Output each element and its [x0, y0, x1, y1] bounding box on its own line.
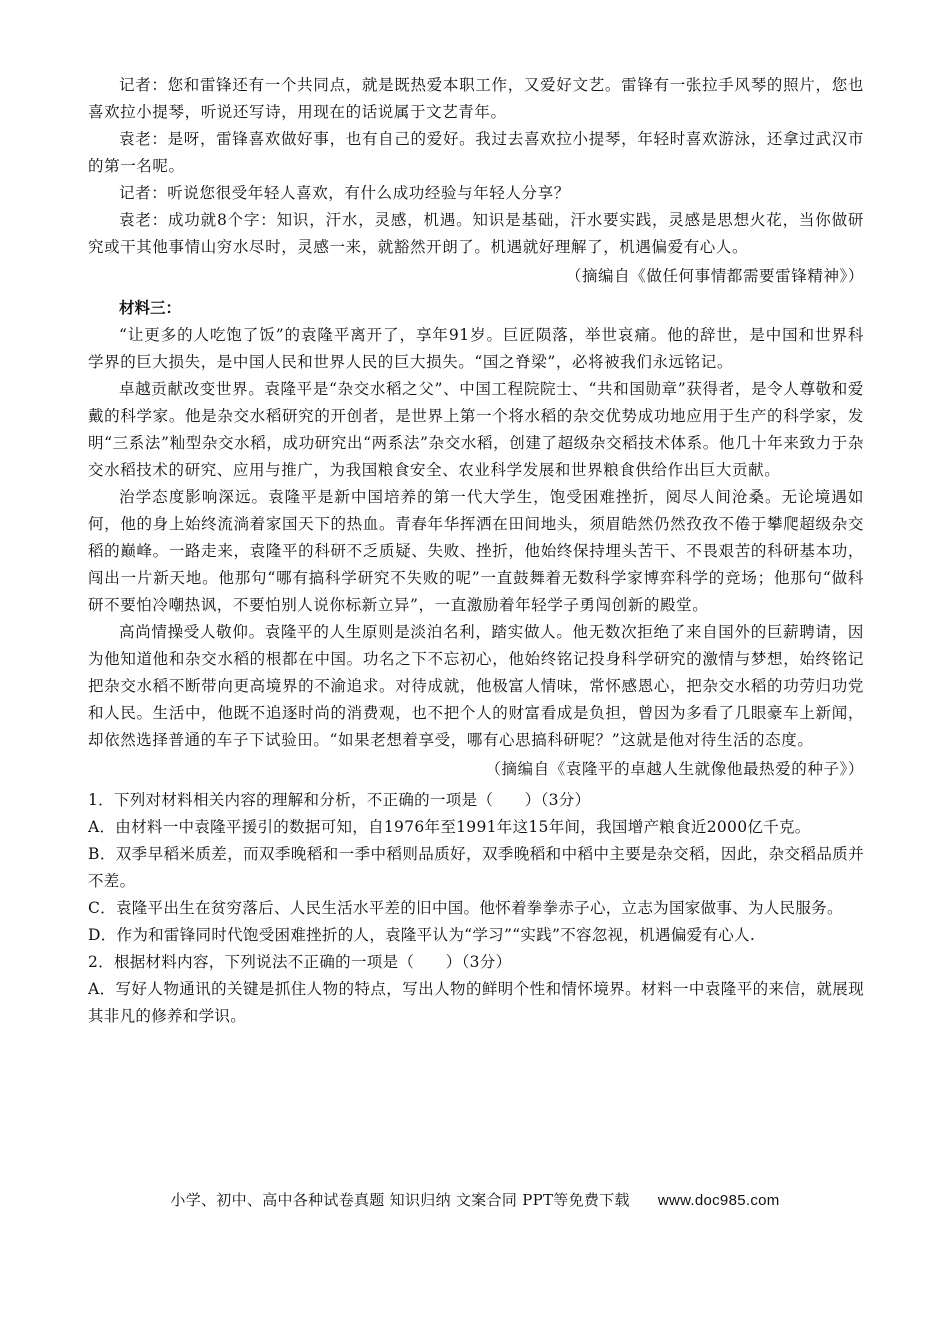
interview-paragraph: 袁老：成功就8个字：知识，汗水，灵感，机遇。知识是基础，汗水要实践，灵感是思想火花，当你做研究或干其他事情山穷水尽时，灵感一来，就豁然开朗了。机遇就好理解了，机遇偏爱有心人。: [88, 211, 864, 256]
source-citation: （摘编自《做任何事情都需要雷锋精神》）: [565, 267, 864, 285]
question-1-stem: 1．下列对材料相关内容的理解和分析，不正确的一项是（ ）（3分）: [88, 791, 591, 809]
material-paragraph: “让更多的人吃饱了饭”的袁隆平离开了，享年91岁。巨匠陨落，举世哀痛。他的辞世，是中国和世界科学界的巨大损失，是中国人民和世界人民的巨大损失。“国之脊梁”，必将被我们永远铭记。: [88, 326, 864, 371]
material-paragraph: 卓越贡献改变世界。袁隆平是“杂交水稻之父”、中国工程院院士、“共和国勋章”获得者，是令人尊敬和爱戴的科学家。他是杂交水稻研究的开创者，是世界上第一个将水稻的杂交优势成功地应用于生产的科学家，发明“三系法”籼型杂交水稻，成功研究出“两系法”杂交水稻，创建了超级杂交稻技术体系。他几十年来致力于杂交水稻技术的研究、应用与推广，为我国粮食安全、农业科学发展和世界粮食供给作出巨大贡献。: [88, 380, 864, 479]
question-2-option-a: A．写好人物通讯的关键是抓住人物的特点，写出人物的鲜明个性和情怀境界。材料一中袁隆平的来信，就展现其非凡的修养和学识。: [88, 980, 864, 1025]
document-page: [88, 72, 864, 1030]
material-three-heading: 材料三：: [119, 299, 182, 317]
material-paragraph: 治学态度影响深远。袁隆平是新中国培养的第一代大学生，饱受困难挫折，阅尽人间沧桑。无论境遇如何，他的身上始终流淌着家国天下的热血。青春年华挥洒在田间地头，须眉皓然仍然孜孜不倦于攀爬超级杂交稻的巅峰。一路走来，袁隆平的科研不乏质疑、失败、挫折，他始终保持埋头苦干、不畏艰苦的科研基本功，闯出一片新天地。他那句“哪有搞科学研究不失败的呢”一直鼓舞着无数科学家博弈科学的竞场；他那句“做科研不要怕冷嘲热讽，不要怕别人说你标新立异”，一直激励着年轻学子勇闯创新的殿堂。: [88, 488, 864, 614]
interview-paragraph: 袁老：是呀，雷锋喜欢做好事，也有自己的爱好。我过去喜欢拉小提琴，年轻时喜欢游泳，还拿过武汉市的第一名呢。: [88, 130, 864, 175]
interview-paragraph: 记者：听说您很受年轻人喜欢，有什么成功经验与年轻人分享？: [119, 184, 570, 202]
question-2-stem: 2．根据材料内容，下列说法不正确的一项是（ ）（3分）: [88, 953, 512, 971]
question-1-option-c: C．袁隆平出生在贫穷落后、人民生活水平差的旧中国。他怀着拳拳赤子心，立志为国家做事、为人民服务。: [88, 899, 843, 917]
question-1-option-d: D．作为和雷锋同时代饱受困难挫折的人，袁隆平认为“学习”“实践”不容忽视，机遇偏爱有心人.: [88, 926, 756, 944]
material-paragraph: 高尚情操受人敬仰。袁隆平的人生原则是淡泊名利，踏实做人。他无数次拒绝了来自国外的巨薪聘请，因为他知道他和杂交水稻的根都在中国。功名之下不忘初心，他始终铭记投身科学研究的激情与梦想，始终铭记把杂交水稻不断带向更高境界的不渝追求。对待成就，他极富人情味，常怀感恩心，把杂交水稻的功劳归功党和人民。生活中，他既不追逐时尚的消费观，也不把个人的财富看成是负担，曾因为多看了几眼豪车上新闻，却依然选择普通的车子下试验田。“如果老想着享受，哪有心思搞科研呢？”这就是他对待生活的态度。: [88, 623, 864, 749]
question-1-option-a: A．由材料一中袁隆平援引的数据可知，自1976年至1991年这15年间，我国增产粮食近2000亿千克。: [88, 818, 811, 836]
interview-paragraph: 记者：您和雷锋还有一个共同点，就是既热爱本职工作，又爱好文艺。雷锋有一张拉手风琴的照片，您也喜欢拉小提琴，听说还写诗，用现在的话说属于文艺青年。: [88, 76, 864, 121]
footer-text: 小学、初中、高中各种试卷真题 知识归纳 文案合同 PPT等免费下载: [170, 1191, 630, 1209]
source-citation: （摘编自《袁隆平的卓越人生就像他最热爱的种子》）: [485, 760, 864, 778]
footer-site-link[interactable]: www.doc985.com: [657, 1192, 780, 1209]
question-1-option-b: B．双季早稻米质差，而双季晚稻和一季中稻则品质好，双季晚稻和中稻中主要是杂交稻，因此，杂交稻品质并不差。: [88, 845, 864, 890]
page-footer: [0, 1189, 950, 1210]
